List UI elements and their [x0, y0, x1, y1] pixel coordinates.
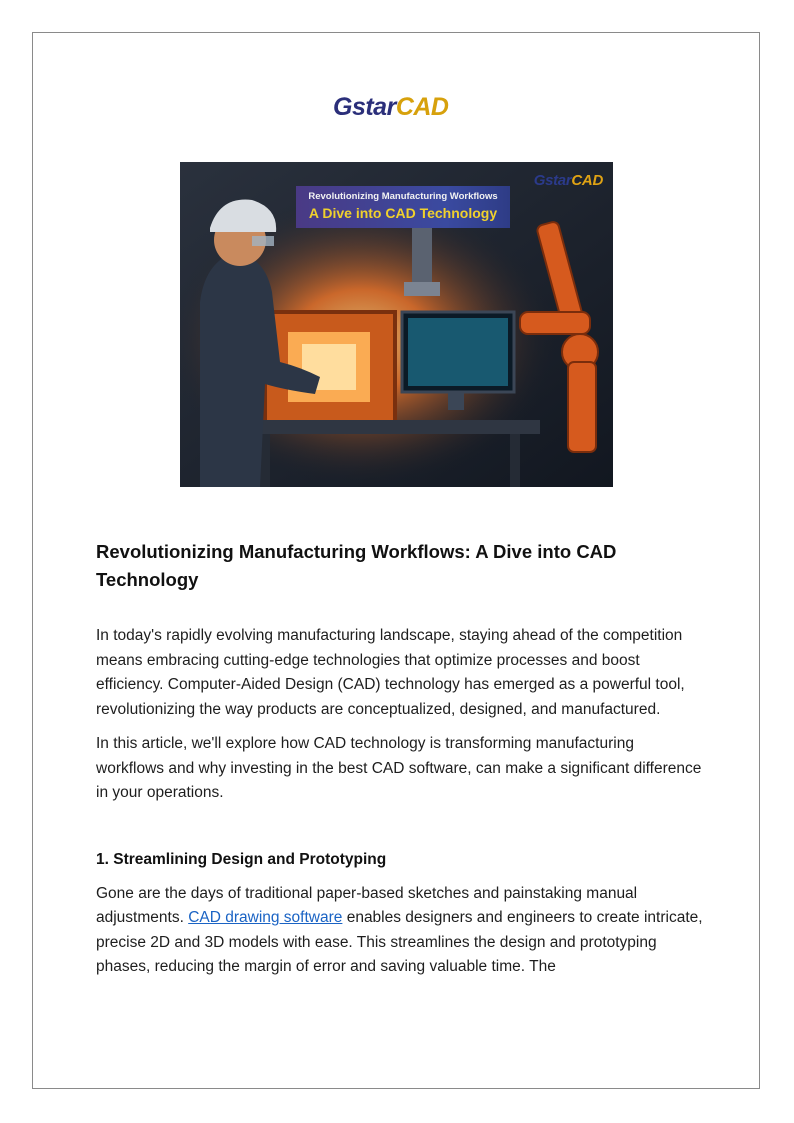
hero-logo-text-gstar: Gstar — [533, 172, 572, 189]
logo-text-gstar: Gstar — [333, 93, 396, 121]
cad-drawing-software-link[interactable]: CAD drawing software — [188, 909, 343, 926]
hero-banner-line1: Revolutionizing Manufacturing Workflows — [308, 191, 498, 202]
section1-text-before-link: Gone are the days of traditional paper-based sketches and painstaking manual adjustments. — [96, 884, 638, 926]
section1-text-after-link: enables designers and engineers to create intricate, precise 2D and 3D models with ease. This streamlines the design and prototyping phases, reducing the margin of error and saving valuable time. The — [96, 909, 703, 975]
article-body — [96, 538, 706, 990]
second-paragraph: In this article, we'll explore how CAD technology is transforming manufacturing workflows and why investing in the best CAD software, can make a significant difference in your operations. — [96, 735, 702, 801]
hero-logo-text-cad: CAD — [571, 172, 603, 189]
article-title: Revolutionizing Manufacturing Workflows: A Dive into CAD Technology — [96, 541, 617, 590]
section1-heading: 1. Streamlining Design and Prototyping — [96, 850, 387, 868]
hero-banner — [296, 186, 510, 228]
intro-paragraph: In today's rapidly evolving manufacturing landscape, staying ahead of the competition means embracing cutting-edge technologies that optimize processes and boost efficiency. Computer-Aided Design (CAD) technology has emerged as a powerful tool, revolutionizing the way products are conceptualized, designed, and manufactured. — [96, 627, 685, 718]
hero-banner-line2: A Dive into CAD Technology — [308, 205, 498, 221]
section1-paragraph — [96, 882, 706, 980]
hero-gstarcad-logo — [534, 172, 603, 189]
logo-text-cad: CAD — [395, 93, 449, 121]
hero-image — [180, 162, 613, 487]
gstarcad-logo — [333, 92, 463, 122]
